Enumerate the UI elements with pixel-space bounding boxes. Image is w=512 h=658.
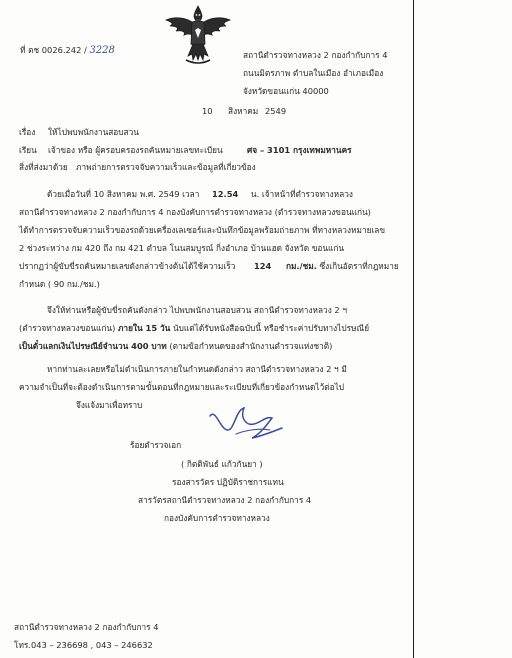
violation-time: 12.54 xyxy=(212,189,239,199)
salutation-label: เรียน xyxy=(19,145,37,155)
garuda-emblem-icon xyxy=(162,4,234,68)
page-edge-line xyxy=(413,0,414,658)
deadline-text: ภายใน 15 วัน xyxy=(117,323,171,333)
footer-office: สถานีตำรวจทางหลวง 2 กองกำกับการ 4 xyxy=(14,622,159,632)
letter-date-year: 2549 xyxy=(265,106,287,116)
handwritten-signature xyxy=(206,400,286,446)
para1-line-2: สถานีตำรวจทางหลวง 2 กองกำกับการ 4 กองบังคับการตำรวจทางหลวง (ตำรวจทางหลวงขอนแก่น) xyxy=(19,207,371,217)
subject-text: ให้ไปพบพนักงานสอบสวน xyxy=(48,127,139,137)
fine-amount-text: เป็นตั๋วแลกเงินไปรษณีย์จำนวน 400 บาท xyxy=(19,341,167,351)
para1-line-6: กำหนด ( 90 กม./ชม.) xyxy=(19,279,100,289)
footer-phone: โทร.043 – 236698 , 043 – 246632 xyxy=(14,640,153,650)
para1-line-4: 2 ช่วงระหว่าง กม 420 ถึง กม 421 ตำบล โนนสมบูรณ์ กิ่งอำเภอ บ้านแฮด จังหวัด ขอนแก่น xyxy=(19,243,345,253)
sender-address-line-3: จังหวัดขอนแก่น 40000 xyxy=(243,86,329,96)
speed-unit: กม./ชม. xyxy=(285,261,317,271)
subject-label: เรื่อง xyxy=(19,127,36,137)
handwritten-reference-number: 3228 xyxy=(89,45,115,56)
para1-line-1: ด้วยเมื่อวันที่ 10 สิงหาคม พ.ศ. 2549 เวลา 12.54 น. เจ้าหน้าที่ตำรวจทางหลวง xyxy=(47,189,353,199)
signer-title-1: รองสารวัตร ปฏิบัติราชการแทน xyxy=(172,477,284,487)
signer-name: ( กิตติพันธ์ แก้วกันยา ) xyxy=(181,459,263,469)
reference-number: ที่ ตช 0026.242 / 3228 xyxy=(20,45,115,56)
para3-line-1: หากท่านละเลยหรือไม่ดำเนินการภายในกำหนดดังกล่าว สถานีตำรวจทางหลวง 2 ฯ มี xyxy=(47,364,347,374)
license-plate: ศจ – 3101 กรุงเทพมหานคร xyxy=(247,145,352,155)
signer-title-3: กองบังคับการตำรวจทางหลวง xyxy=(164,513,270,523)
letter-date-day: 10 xyxy=(202,106,213,116)
para1-line-5: ปรากฏว่าผู้ขับขี่รถคันหมายเลขดังกล่าวข้างต้นได้ใช้ความเร็ว 124 กม./ชม. ซึ่งเกินอัตราที่กฎหมาย xyxy=(19,261,399,271)
enclosure-label: สิ่งที่ส่งมาด้วย xyxy=(19,162,68,172)
salutation-text: เจ้าของ หรือ ผู้ครอบครองรถคันหมายเลขทะเบียน xyxy=(48,145,223,155)
closing-text: จึงแจ้งมาเพื่อทราบ xyxy=(76,400,143,410)
signer-title-2: สารวัตรสถานีตำรวจทางหลวง 2 กองกำกับการ 4 xyxy=(138,495,312,505)
signer-rank: ร้อยตำรวจเอก xyxy=(130,440,182,450)
para3-line-2: ความจำเป็นที่จะต้องดำเนินการตามขั้นตอนที่กฎหมายและระเบียบที่เกี่ยวข้องกำหนดไว้ต่อไป xyxy=(19,382,345,392)
para2-line-2: (ตำรวจทางหลวงขอนแก่น) ภายใน 15 วัน นับแต่ได้รับหนังสือฉบับนี้ หรือชำระค่าปรับทางไปรษณีย์ xyxy=(19,323,370,333)
para2-line-1: จึงให้ท่านหรือผู้ขับขี่รถคันดังกล่าว ไปพบพนักงานสอบสวน สถานีตำรวจทางหลวง 2 ฯ xyxy=(47,305,347,315)
para1-line-3: ได้ทำการตรวจจับความเร็วของรถด้วยเครื่องเลเซอร์และบันทึกข้อมูลพร้อมถ่ายภาพ ที่ทางหลวงหมายเลข xyxy=(19,225,386,235)
sender-address-line-1: สถานีตำรวจทางหลวง 2 กองกำกับการ 4 xyxy=(243,50,388,60)
letter-date-month: สิงหาคม xyxy=(228,106,259,116)
enclosure-text: ภาพถ่ายการตรวจจับความเร็วและข้อมูลที่เกี่ยวข้อง xyxy=(76,162,256,172)
recorded-speed: 124 xyxy=(254,261,272,271)
para2-line-3: เป็นตั๋วแลกเงินไปรษณีย์จำนวน 400 บาท (ตามข้อกำหนดของสำนักงานตำรวจแห่งชาติ) xyxy=(19,341,333,351)
sender-address-line-2: ถนนมิตรภาพ ตำบลในเมือง อำเภอเมือง xyxy=(243,68,384,78)
